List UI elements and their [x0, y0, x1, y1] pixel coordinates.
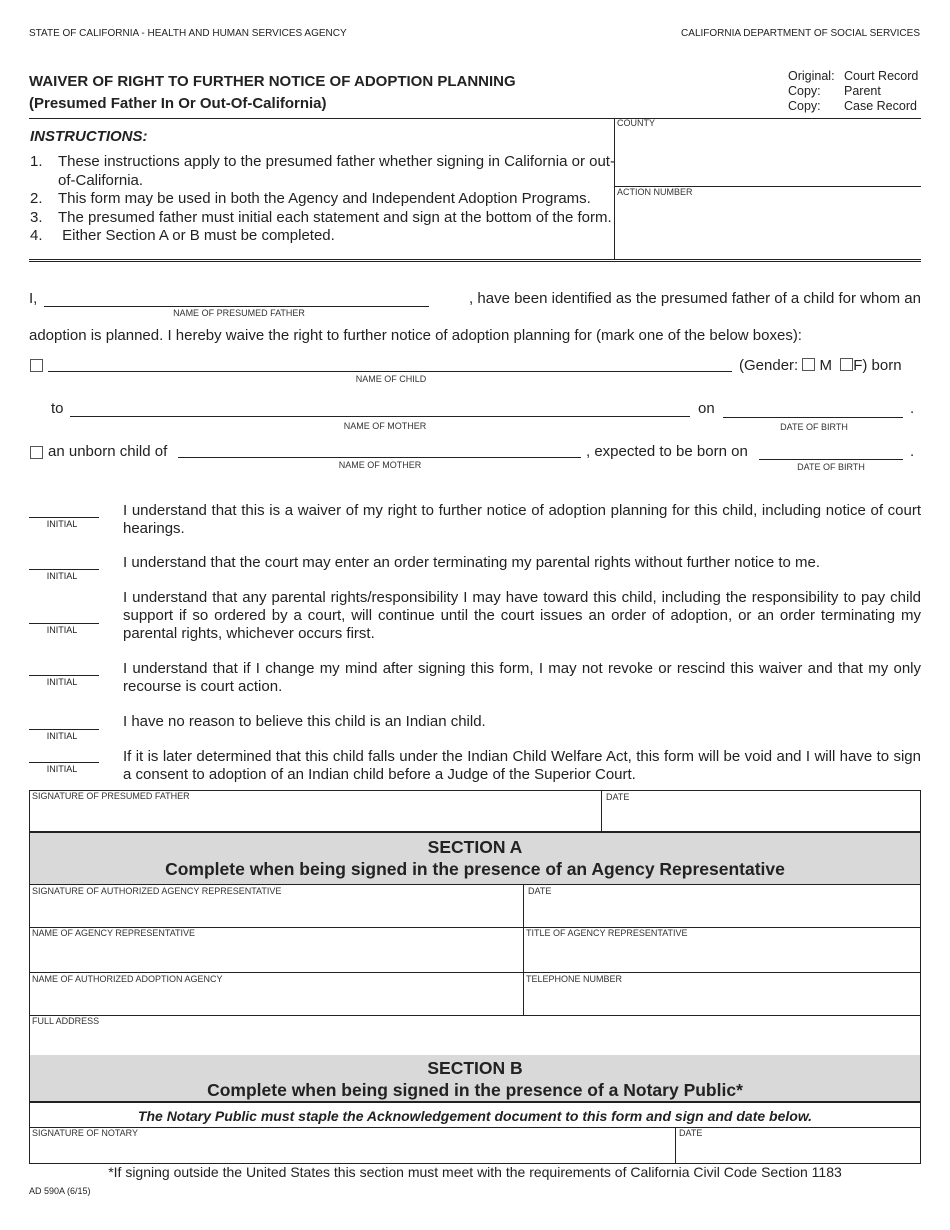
initial-field-1[interactable] — [29, 517, 99, 518]
instruction-item — [30, 190, 615, 209]
father-signature-label: SIGNATURE OF PRESUMED FATHER — [32, 791, 190, 801]
declaration-text-2: adoption is planned. I hereby waive the right to further notice of adoption planning for (mark one of the below boxes): — [29, 327, 802, 344]
initial-caption: INITIAL — [46, 677, 78, 687]
expected-label: , expected to be born on — [586, 443, 748, 460]
expected-dob-field[interactable] — [759, 459, 903, 460]
mother-name-caption: NAME OF MOTHER — [338, 460, 422, 470]
father-date-field[interactable] — [603, 804, 919, 830]
divider — [29, 1127, 921, 1128]
dob-caption: DATE OF BIRTH — [797, 462, 865, 472]
agency-rep-name-label: NAME OF AGENCY REPRESENTATIVE — [32, 928, 196, 938]
born-child-checkbox[interactable] — [30, 359, 43, 372]
statement-5: I have no reason to believe this child is an Indian child. — [123, 713, 486, 730]
gender-group — [739, 357, 902, 374]
notary-signature-field[interactable] — [31, 1140, 673, 1162]
gender-m-checkbox[interactable] — [802, 358, 815, 371]
initial-caption: INITIAL — [46, 625, 78, 635]
unborn-label: an unborn child of — [48, 443, 168, 460]
instruction-text: The presumed father must initial each statement and sign at the bottom of the form. — [58, 208, 612, 226]
divider — [601, 790, 602, 831]
child-name-field[interactable] — [48, 371, 732, 372]
divider — [29, 790, 30, 831]
agency-rep-title-label: TITLE OF AGENCY REPRESENTATIVE — [526, 928, 688, 938]
period: . — [910, 443, 915, 460]
divider — [29, 972, 921, 973]
gender-m-label: M — [819, 357, 833, 374]
initial-field-5[interactable] — [29, 729, 99, 730]
notary-date-field[interactable] — [677, 1140, 919, 1162]
initial-field-2[interactable] — [29, 569, 99, 570]
distribution-row — [788, 84, 918, 99]
agency-name-label: NAME OF AUTHORIZED ADOPTION AGENCY — [32, 974, 223, 984]
instruction-item — [30, 153, 615, 190]
full-address-field[interactable] — [31, 1028, 919, 1054]
statement-1: I understand that this is a waiver of my right to further notice of adoption planning for this child, including notice of court hearings. — [123, 502, 921, 537]
instruction-number: 1. — [30, 153, 43, 170]
instruction-number: 2. — [30, 190, 43, 207]
initial-field-6[interactable] — [29, 762, 99, 763]
initial-field-4[interactable] — [29, 675, 99, 676]
divider — [523, 885, 524, 1015]
mother-name-caption: NAME OF MOTHER — [343, 421, 427, 431]
divider — [920, 790, 921, 831]
notary-date-label: DATE — [679, 1128, 703, 1138]
mother-name-field[interactable] — [70, 416, 690, 417]
instruction-number: 3. — [30, 208, 43, 226]
presumed-father-name-field[interactable] — [44, 306, 429, 307]
section-a-header — [29, 831, 921, 885]
father-signature-field[interactable] — [31, 803, 599, 830]
instruction-text: This form may be used in both the Agency and Independent Adoption Programs. — [58, 190, 591, 207]
unborn-mother-name-field[interactable] — [178, 457, 581, 458]
divider — [920, 885, 921, 1055]
action-number-field[interactable] — [617, 199, 919, 257]
initial-caption: INITIAL — [46, 519, 78, 529]
notary-signature-label: SIGNATURE OF NOTARY — [32, 1128, 139, 1138]
statement-2: I understand that the court may enter an order terminating my parental rights without further notice to me. — [123, 554, 821, 571]
footer-note: *If signing outside the United States this section must meet with the requirements of California Civil Code Section 1183 — [108, 1164, 842, 1180]
telephone-label: TELEPHONE NUMBER — [526, 974, 623, 984]
agency-date-label: DATE — [528, 886, 552, 896]
section-b-title: SECTION B — [427, 1058, 523, 1078]
divider — [675, 1127, 676, 1163]
action-number-label: ACTION NUMBER — [617, 187, 693, 197]
presumed-father-caption: NAME OF PRESUMED FATHER — [173, 308, 305, 318]
section-a-subtitle: Complete when being signed in the presence of an Agency Representative — [165, 859, 785, 879]
telephone-field[interactable] — [525, 986, 919, 1014]
divider — [29, 885, 30, 1055]
period: . — [910, 400, 915, 417]
section-b-note: The Notary Public must staple the Acknowledgement document to this form and sign and date below. — [137, 1108, 813, 1124]
on-label: on — [698, 400, 715, 417]
divider — [920, 1103, 921, 1163]
agency-rep-name-field[interactable] — [31, 940, 521, 971]
gender-f-checkbox[interactable] — [840, 358, 853, 371]
unborn-child-checkbox[interactable] — [30, 446, 43, 459]
form-subtitle: (Presumed Father In Or Out-Of-California) — [29, 95, 327, 112]
child-dob-field[interactable] — [723, 417, 903, 418]
instructions-heading: INSTRUCTIONS: — [30, 128, 148, 145]
father-date-label: DATE — [606, 792, 630, 802]
distribution-list — [788, 69, 918, 114]
department-name: CALIFORNIA DEPARTMENT OF SOCIAL SERVICES — [681, 28, 920, 39]
distribution-label: Copy: — [788, 84, 821, 98]
distribution-value: Court Record — [844, 69, 919, 83]
statement-3: I understand that any parental rights/responsibility I may have toward this child, including the responsibility to pay child support if so ordered by a court, will continue until the court issues an order of adoption, or an order terminating my parental rights, whichever occurs first. — [123, 589, 921, 642]
county-label: COUNTY — [617, 118, 655, 128]
instruction-item — [30, 227, 615, 246]
section-a-title: SECTION A — [427, 837, 523, 857]
declaration-i: I, — [29, 290, 38, 307]
section-b-header — [29, 1055, 921, 1103]
distribution-value: Parent — [844, 84, 881, 98]
agency-name: STATE OF CALIFORNIA - HEALTH AND HUMAN SERVICES AGENCY — [29, 28, 347, 39]
agency-rep-signature-label: SIGNATURE OF AUTHORIZED AGENCY REPRESENTATIVE — [32, 886, 282, 896]
instructions-list — [30, 153, 615, 246]
form-title: WAIVER OF RIGHT TO FURTHER NOTICE OF ADOPTION PLANNING — [29, 73, 516, 90]
initial-caption: INITIAL — [46, 571, 78, 581]
distribution-label: Copy: — [788, 99, 821, 113]
distribution-label: Original: — [788, 69, 835, 83]
instruction-text: Either Section A or B must be completed. — [58, 227, 335, 244]
statement-6: If it is later determined that this child falls under the Indian Child Welfare Act, this form will be void and I will have to sign a consent to adoption of an Indian child before a Judge of the Superior Court. — [123, 748, 921, 783]
initial-caption: INITIAL — [46, 764, 78, 774]
divider — [29, 118, 921, 119]
distribution-row — [788, 99, 918, 114]
agency-date-field[interactable] — [525, 898, 919, 926]
dob-caption: DATE OF BIRTH — [780, 422, 848, 432]
agency-name-field[interactable] — [31, 986, 521, 1014]
instruction-item — [30, 209, 615, 228]
form-id: AD 590A (6/15) — [29, 1186, 91, 1196]
divider — [29, 259, 921, 262]
child-name-caption: NAME OF CHILD — [355, 374, 427, 384]
distribution-value: Case Record — [844, 99, 917, 113]
section-b-subtitle: Complete when being signed in the presence of a Notary Public* — [207, 1080, 743, 1100]
divider — [29, 1103, 30, 1163]
county-field[interactable] — [617, 130, 919, 184]
to-label: to — [51, 400, 64, 417]
initial-field-3[interactable] — [29, 623, 99, 624]
agency-rep-signature-field[interactable] — [31, 898, 521, 926]
instruction-number: 4. — [30, 227, 43, 244]
distribution-row — [788, 69, 918, 84]
statement-4: I understand that if I change my mind after signing this form, I may not revoke or rescind this waiver and that my only recourse is court action. — [123, 660, 921, 695]
gender-label: (Gender: — [739, 357, 799, 374]
declaration-text-1: , have been identified as the presumed father of a child for whom an — [469, 290, 921, 307]
initial-caption: INITIAL — [46, 731, 78, 741]
divider — [29, 1015, 921, 1016]
full-address-label: FULL ADDRESS — [32, 1016, 100, 1026]
agency-rep-title-field[interactable] — [525, 940, 919, 971]
gender-f-label: F) born — [853, 357, 902, 374]
instruction-text: These instructions apply to the presumed father whether signing in California or out-of-California. — [58, 153, 615, 189]
